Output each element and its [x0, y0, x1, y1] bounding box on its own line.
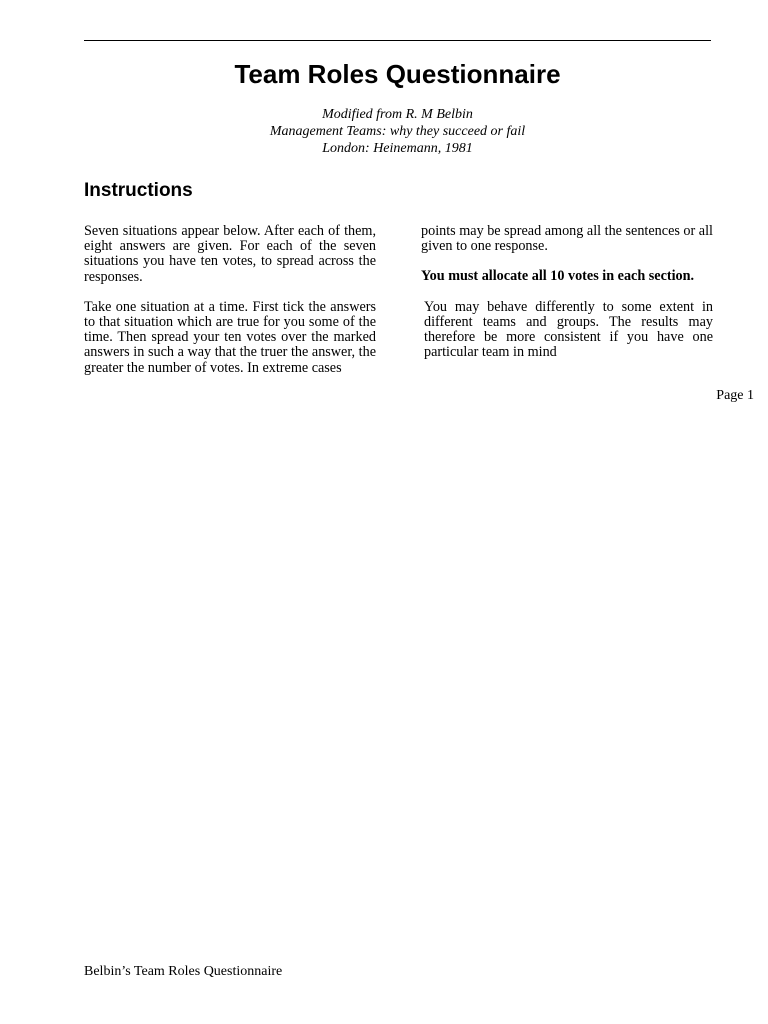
- source-citation: [84, 106, 711, 157]
- top-rule: [84, 40, 711, 41]
- instructions-paragraph-4: You may behave differently to some extent in different teams and groups. The results may therefore be more consistent if you have one particular team in mind: [424, 298, 713, 361]
- section-heading: Instructions: [84, 180, 193, 201]
- source-line-author: Modified from R. M Belbin: [322, 107, 473, 122]
- instructions-paragraph-1: Seven situations appear below. After each of them, eight answers are given. For each of the seven situations you have ten votes, to spread across the responses.: [84, 223, 376, 285]
- instructions-emphasis: You must allocate all 10 votes in each section.: [421, 268, 695, 285]
- source-line-book: Management Teams: why they succeed or fail: [269, 124, 526, 139]
- page-number: Page 1: [716, 388, 754, 403]
- source-line-publisher: London: Heinemann, 1981: [322, 141, 473, 156]
- instructions-right-column: [421, 224, 713, 375]
- instructions-paragraph-3: points may be spread among all the sentences or all given to one response.: [421, 223, 713, 255]
- page-footer: Belbin’s Team Roles Questionnaire: [84, 964, 283, 979]
- instructions-left-column: [84, 224, 376, 391]
- document-title: Team Roles Questionnaire: [234, 59, 561, 89]
- instructions-paragraph-2: Take one situation at a time. First tick the answers to that situation which are true for you some of the time. Then spread your ten votes over the marked answers in such a way that the truer the answer, the greater the number of votes. In extreme cases: [84, 298, 376, 376]
